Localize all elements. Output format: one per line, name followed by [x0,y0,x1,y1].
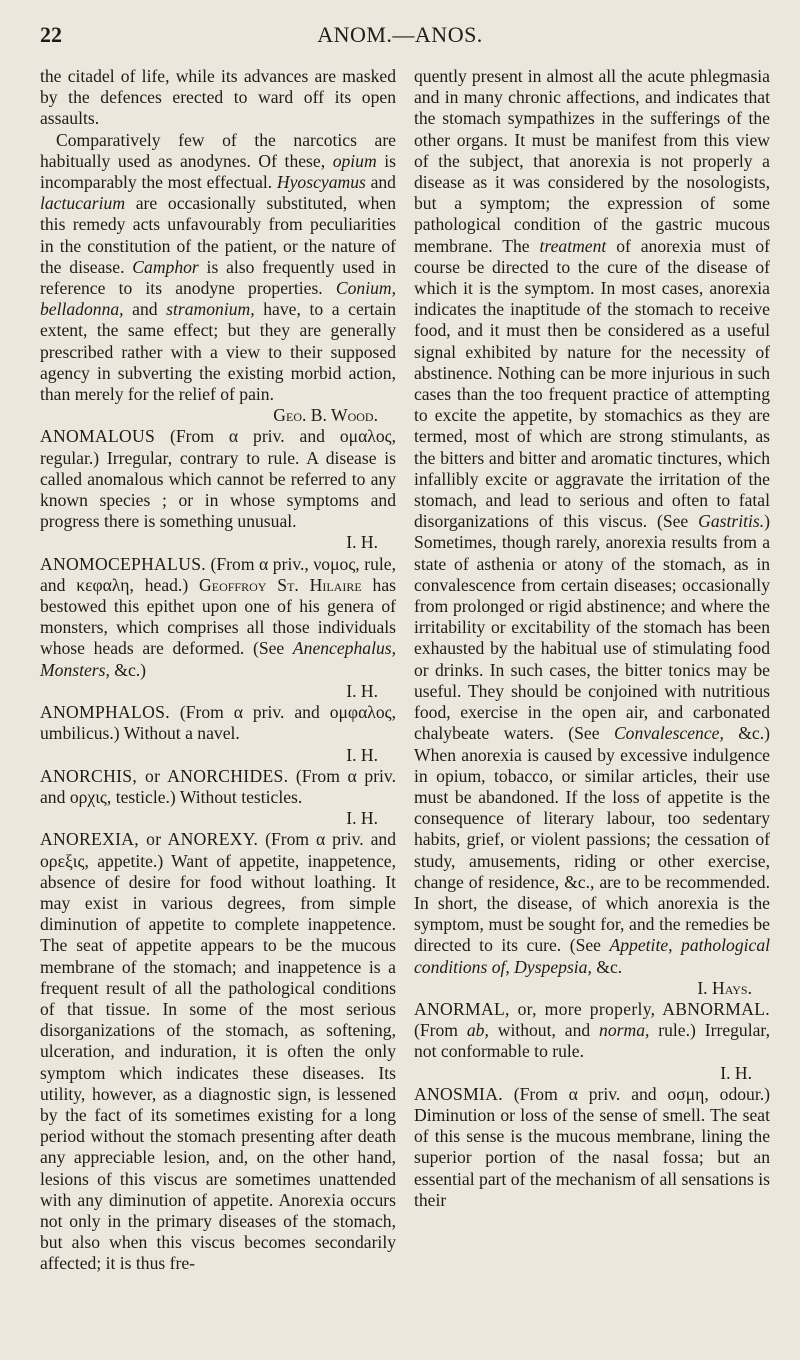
term-italic: opium [332,150,377,171]
text: , rule, and [40,553,396,595]
greek-etymon: ομφαλος [329,702,392,723]
cross-reference: Gastritis. [698,511,765,532]
cross-reference: Appetite, pathological conditions of, Dyspepsia, [414,935,770,977]
entry-headword: ANOMPHALOS. [40,702,170,723]
paragraph-anorexia-continued [414,66,770,978]
text: (From α priv. and [155,426,340,447]
term-italic: Hyoscyamus [276,172,366,193]
entry-headword: ANOSMIA. [414,1083,503,1104]
term-italic: treatment [539,235,607,256]
paragraph-anodynes [40,130,396,406]
text: without, and [488,1020,600,1041]
text: , head.) [129,574,200,595]
text: and [123,299,167,320]
paragraph-continued [40,66,396,130]
text: (From α priv. and [169,702,330,723]
author-signature: I. H. [346,680,378,701]
text: &c.) When anorexia is caused by excessive indulgence in opium, tobacco, or similar articles, their use must be abandoned. If the loss of appetite is the consequence of literary labour, too sedentary habits, grief, or violent passions; the cessation of study, amusements, riding or other exercise, change of residence, &c., are to be recommended. In short, the disease, of which anorexia is the symptom, must be sought for, and the remedies be directed to its cure. (See [414,723,770,956]
text: is also frequently used in reference to its anodyne properties. [40,256,396,299]
text: , regular.) Irregular, contrary to rule. A disease is called anomalous which cannot be referred to any known species ; or in whose symptoms and progress there is something unusual. [40,426,396,532]
text: &c. [591,956,623,977]
text: has bestowed this epithet upon one of his genera of monsters, which comprises all those individuals whose heads are deformed. (See [40,574,396,659]
term-italic: stramonium, [166,299,255,320]
cross-reference: Convalescence, [613,723,724,744]
entry-anormal [414,999,770,1063]
greek-etymon: ορεξις [40,850,85,871]
greek-etymon: οσμη [667,1083,705,1104]
right-column [414,66,770,1211]
text: is incomparably the most effectual. [40,150,396,193]
entry-anomalous [40,426,396,532]
entry-anorexia [40,829,396,1274]
entry-headword: ANORCHIS, or ANORCHIDES. [40,765,289,786]
author-signature: I. H. [346,532,378,553]
author-signature: I. H. [720,1062,752,1083]
text: the citadel of life, while its advances are masked by the defences erected to ward off its open assaults. [40,66,396,129]
text: and [365,172,396,193]
text: of anorexia must of course be directed to the cure of the disease of which it is the symptom. In most cases, anorexia indicates the inaptitude of the stomach to receive food, and it must then be considered as a useful signal exhibited by nature for the necessity of abstinence. Nothing can be more injurious in such cases than the too frequent practice of attempting to excite the appetite, by stomachics as they are termed, most of which are strong stimulants, as the bitters and bitter and aromatic tinctures, which infallibly excite or aggravate the irritation of the stomach, and lead to serious and often to fatal disorganizations of this viscus. (See [414,235,770,532]
greek-etymon: ομαλος [339,426,392,447]
term-italic: Camphor [132,256,199,277]
greek-etymon: ορχις [69,786,107,807]
entry-anomocephalus [40,554,396,681]
author-signature: I. H. [346,744,378,765]
text: (From [414,1020,467,1041]
author-signature: I. Hays. [697,977,752,998]
page-number: 22 [40,22,62,47]
entry-anomphalos [40,702,396,744]
text: rule.) Irregular, not conformable to rule. [414,1020,770,1062]
text: , odour.) Diminution or loss of the sense of smell. The seat of this sense is the mucous membrane, lining the superior portion of the nasal fossa; but an essential part of the mechanism of all sensations is their [414,1083,770,1210]
entry-headword: ANORMAL, or, more properly, ABNORMAL. [414,998,770,1019]
term-italic: ab, [466,1020,489,1041]
text: ) Sometimes, though rarely, anorexia results from a state of asthenia or atony of the stomach, as in convalescence from certain diseases; occasionally from prolonged or rigid abstinence; and where the irritability or excitability of the stomach has been exhausted by the habitual use of stimulating food or drinks. In such cases, the bitter tonics may be useful. They should be conjoined with nutritious food, exercise in the open air, and carbonated chalybeate waters. (See [414,511,770,744]
text: (From α priv. and [258,829,396,850]
running-head: ANOM.—ANOS. [317,22,483,47]
text: , testicle.) Without testicles. [106,786,303,807]
text: Comparatively few of the narcotics are habitually used as anodynes. Of these, [40,129,396,171]
term-italic: lactucarium [40,193,126,214]
entry-headword: ANOMALOUS [40,426,156,447]
greek-etymon: νομος [313,553,356,574]
entry-anorchis [40,766,396,808]
cited-name: Geoffroy St. Hilaire [199,574,362,595]
text: are occasionally substituted, when this remedy acts unfavourably from peculiarities in the constitution of the patient, or the nature of the disease. [40,193,396,277]
text: , umbilicus.) Without a navel. [40,702,396,744]
text: (From α priv., [205,553,314,574]
left-column [40,66,396,1275]
text: (From α priv. and [40,765,396,807]
text: quently present in almost all the acute phlegmasia and in many chronic affections, and indicates that the stomach sympathizes in the sufferings of the other organs. It must be manifest from this view of the subject, that anorexia is not properly a disease as it was considered by the nosologists, but a symptom; the expression of some pathological condition of the gastric mucous membrane. The [414,66,770,256]
cross-reference: Anencephalus, Monsters, [40,638,396,680]
text: &c.) [109,659,147,680]
greek-etymon: κεφαλη [76,574,130,595]
entry-headword: ANOREXIA, or ANOREXY. [40,829,259,850]
term-italic: norma, [599,1020,650,1041]
term-italic: Conium, belladonna, [40,278,396,320]
text: (From α priv. and [502,1083,668,1104]
author-signature: Geo. B. Wood. [273,405,378,426]
author-signature: I. H. [346,808,378,829]
text: have, to a certain extent, the same effect; but they are generally prescribed rather with a view to their supposed agency in subverting the existing morbid action, than merely for the relief of pain. [40,299,396,405]
text: , appetite.) Want of appetite, inappetence, absence of desire for food without loathing. It may exist in various degrees, from simple diminution of appetite to complete inappetence. The seat of appetite appears to be the mucous membrane of the stomach; and inappetence is a frequent result of all the pathological conditions of that tissue. In some of the most serious disorganizations of the stomach, as softening, ulceration, and induration, it is often the only symptom which indicates these diseases. Its utility, however, as a diagnostic sign, is lessened by the fact of its sometimes existing for a long period without the stomach presenting after death any appreciable lesion, and, on the other hand, lesions of this viscus are sometimes unattended with any diminution of appetite. Anorexia occurs not only in the primary diseases of the stomach, but also when this viscus becomes secondarily affected; it is thus fre- [40,850,396,1274]
entry-headword: ANOMOCEPHALUS. [40,553,206,574]
entry-anosmia [414,1084,770,1211]
